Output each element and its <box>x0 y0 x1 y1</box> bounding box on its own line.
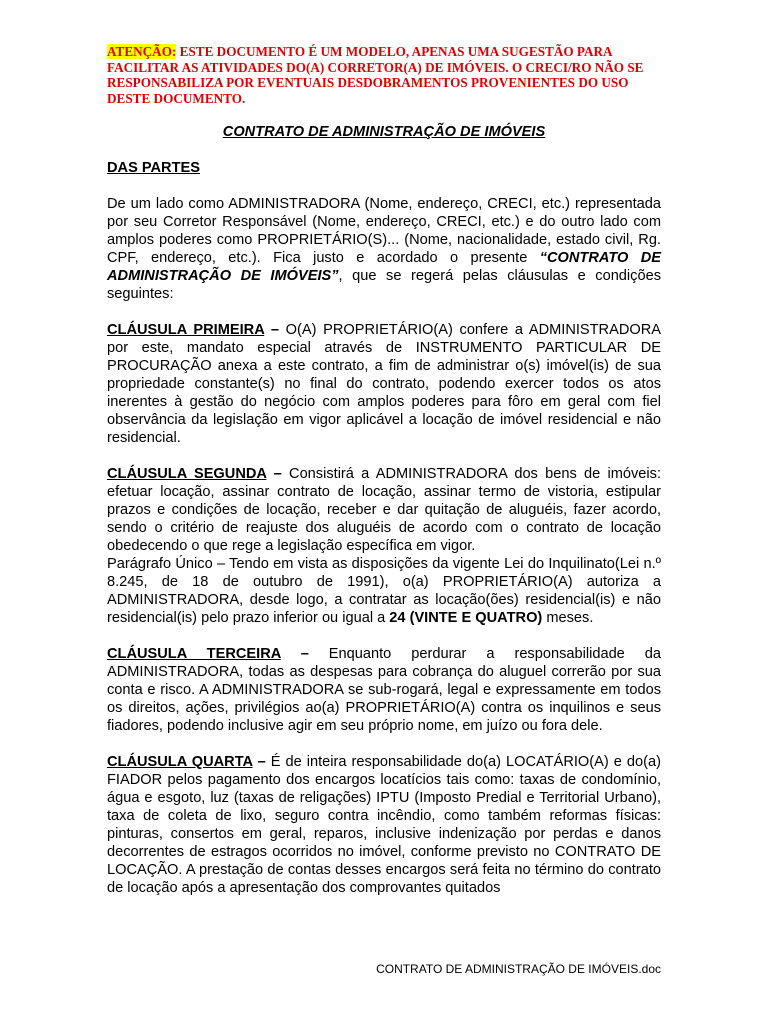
clause-terceira-label: CLÁUSULA TERCEIRA <box>107 646 281 662</box>
parties-paragraph <box>107 195 661 303</box>
clause-quarta-dash: – <box>252 754 271 770</box>
clause-segunda-dash: – <box>266 466 290 482</box>
disclaimer-notice <box>107 44 667 106</box>
clause-quarta <box>107 753 661 897</box>
lease-term: 24 (VINTE E QUATRO) <box>389 610 543 626</box>
clause-primeira-text: O(A) PROPRIETÁRIO(A) confere a ADMINISTRADORA por este, mandato especial através de INSTRUMENTO PARTICULAR DE PROCURAÇÃO anexa a este contrato, a fim de administrar o(s) imóvel(is) de sua propriedade constante(s) no final do contrato, podendo exercer todos os atos inerentes à gestão do negócio com amplos poderes para fôro em geral com fiel observância da legislação em vigor aplicável a locação de imóvel residencial e não residencial. <box>107 322 661 446</box>
document-body <box>107 159 661 897</box>
parties-text-before: De um lado como ADMINISTRADORA (Nome, endereço, CRECI, etc.) representada por seu Corretor Responsável (Nome, endereço, CRECI, etc.) e do outro lado com amplos poderes como PROPRIETÁRIO(S)... (Nome, nacionalidade, estado civil, Rg. CPF, endereço, etc.). Fica justo e acordado o presente <box>107 196 661 266</box>
clause-primeira-dash: – <box>264 322 286 338</box>
disclaimer-label: ATENÇÃO: <box>107 44 177 59</box>
clause-quarta-label: CLÁUSULA QUARTA <box>107 754 253 770</box>
clause-segunda-paragrafo-unico <box>107 555 661 627</box>
document-title: CONTRATO DE ADMINISTRAÇÃO DE IMÓVEIS <box>222 124 546 140</box>
clause-primeira <box>107 321 661 447</box>
paragrafo-unico-text-before: Parágrafo Único – Tendo em vista as disposições da vigente Lei do Inquilinato(Lei n.º 8.245, de 18 de outubro de 1991), o(a) PROPRIETÁRIO(A) autoriza a ADMINISTRADORA, desde logo, a contratar as locação(ões) residencial(is) e não residencial(is) pelo prazo inferior ou igual a <box>107 556 661 626</box>
clause-segunda-label: CLÁUSULA SEGUNDA <box>107 466 267 482</box>
clause-quarta-text: É de inteira responsabilidade do(a) LOCATÁRIO(A) e do(a) FIADOR pelos pagamento dos encargos locatícios tais como: taxas de condomínio, água e esgoto, luz (taxas de religações) IPTU (Imposto Predial e Territorial Urbano), taxa de coleta de lixo, seguro contra incêndio, como também reformas físicas: pinturas, consertos em geral, reparos, inclusive indenização por perdas e danos decorrentes de estragos ocorridos no imóvel, conforme previsto no CONTRATO DE LOCAÇÃO. A prestação de contas desses encargos será feita no término do contrato de locação após a apresentação dos comprovantes quitados <box>107 754 661 896</box>
parties-text-after: , que se regerá pelas cláusulas e condições seguintes: <box>107 268 661 302</box>
parties-heading-text: DAS PARTES <box>107 160 200 176</box>
clause-terceira-text: Enquanto perdurar a responsabilidade da ADMINISTRADORA, todas as despesas para cobrança do aluguel correrão por sua conta e risco. A ADMINISTRADORA se sub-rogará, legal e expressamente em todos os direitos, ações, privilégios ao(a) PROPRIETÁRIO(A) contra os inquilinos e seus fiadores, podendo inclusive agir em seu próprio nome, em juízo ou fora dele. <box>107 646 661 734</box>
clause-primeira-label: CLÁUSULA PRIMEIRA <box>107 322 265 338</box>
disclaimer-text: ESTE DOCUMENTO É UM MODELO, APENAS UMA SUGESTÃO PARA FACILITAR AS ATIVIDADES DO(A) CORRETOR(A) DE IMÓVEIS. O CRECI/RO NÃO SE RESPONSABILIZA POR EVENTUAIS DESDOBRAMENTOS PROVENIENTES DO USO DESTE DOCUMENTO. <box>107 44 644 106</box>
paragrafo-unico-text-after: meses. <box>542 610 594 626</box>
clause-segunda-text: Consistirá a ADMINISTRADORA dos bens de imóveis: efetuar locação, assinar contrato de locação, assinar termo de vistoria, estipular prazos e condições de locação, receber e dar quitação de aluguéis, fazer acordo, sendo o critério de reajuste dos aluguéis de acordo com o contrato de locação obedecendo o que rege a legislação específica em vigor. <box>107 466 661 554</box>
clause-terceira-dash: – <box>280 646 329 662</box>
parties-heading <box>107 159 661 177</box>
page-footer: CONTRATO DE ADMINISTRAÇÃO DE IMÓVEIS.doc <box>376 962 661 976</box>
clause-terceira <box>107 645 661 735</box>
clause-segunda <box>107 465 661 555</box>
contract-name: “CONTRATO DE ADMINISTRAÇÃO DE IMÓVEIS” <box>107 250 661 284</box>
